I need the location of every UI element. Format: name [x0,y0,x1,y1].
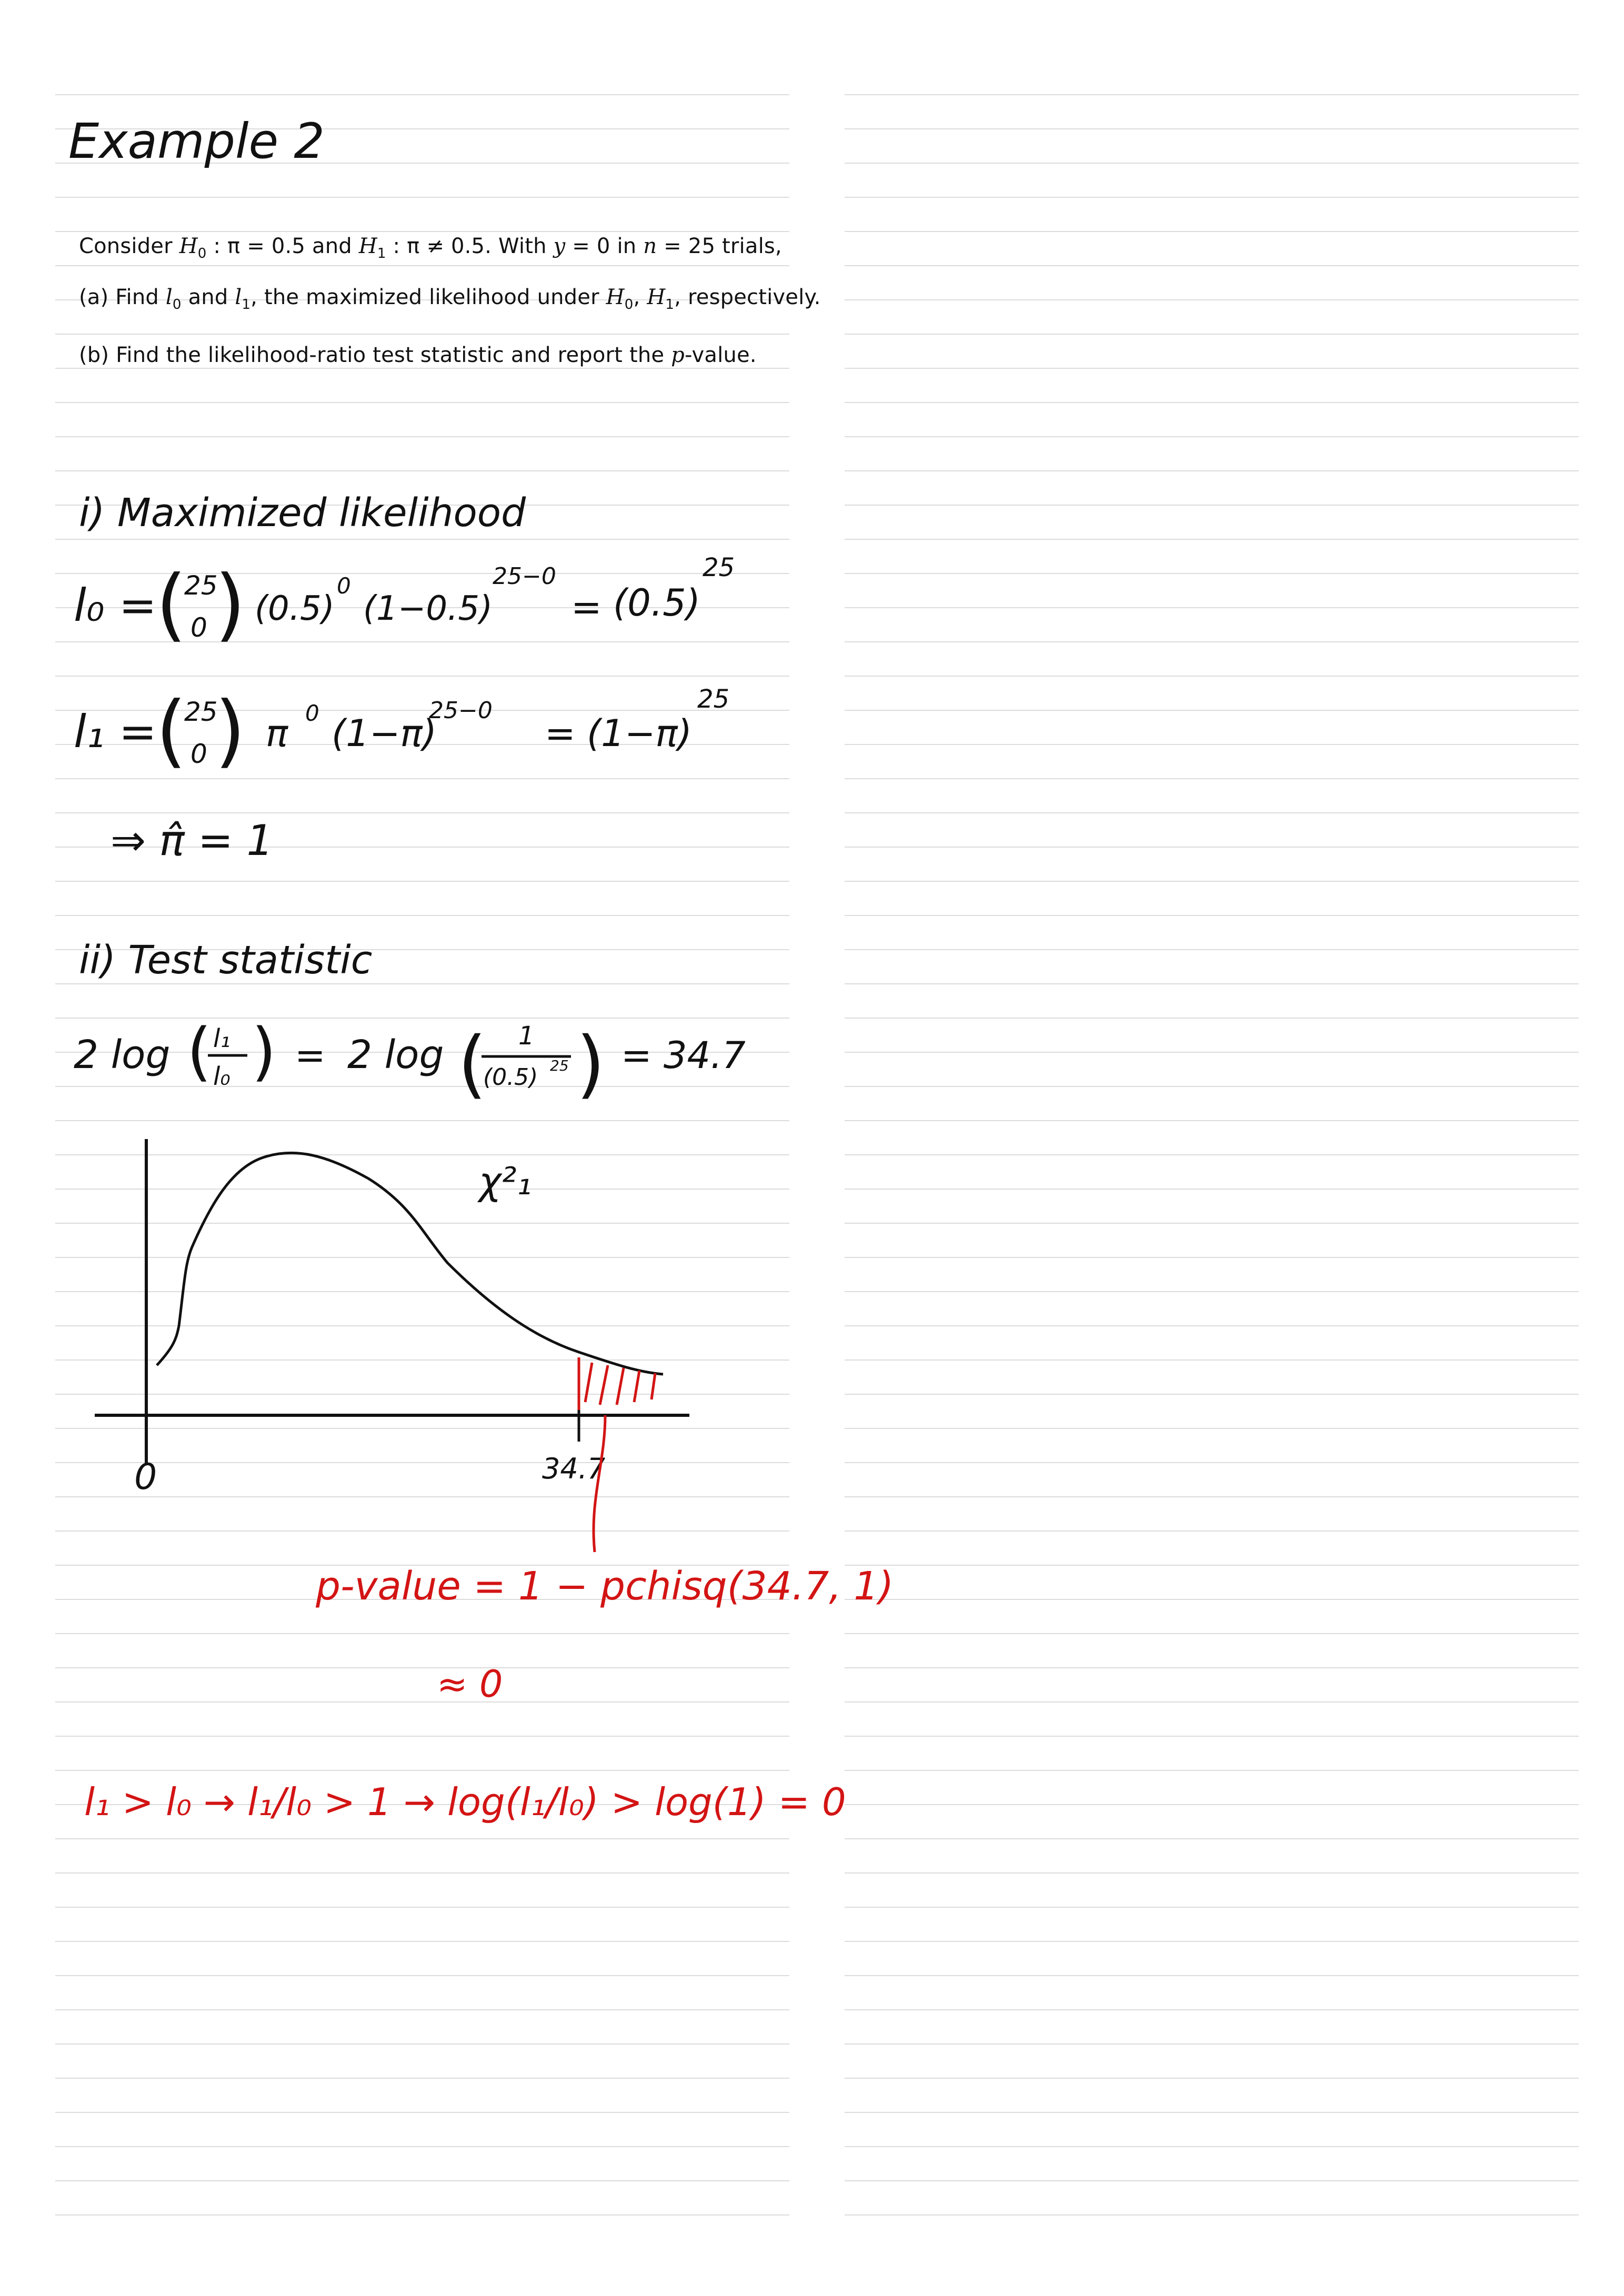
chi-label: χ²₁ [479,1159,532,1203]
pvalue-formula: p-value = 1 − pchisq(34.7, 1) [316,1564,894,1609]
frac-one: 1 [518,1021,535,1051]
stat-lhs: 2 log [74,1032,171,1077]
binom-left-paren-2: ( [156,685,187,777]
l0-term2: (1−0.5) [363,589,493,628]
l0-exp1: 0 [337,573,351,599]
l1-term2: (1−π) [332,712,437,755]
stat-lhs-lparen: ( [187,1015,212,1089]
binom-top-2: 25 [184,697,218,727]
section1-title: i) Maximized likelihood [79,490,526,536]
l0-label: l₀ = [74,579,157,632]
problem-part-a: (a) Find $l_0$ and $l_1$, the maximized likelihood under $H_0$, $H_1$, respectively. [79,285,821,313]
problem-part-b: (b) Find the likelihood-ratio test statistic and report the p-value. [79,343,757,367]
problem-intro: Consider $H_0$ : π = 0.5 and $H_1$ : π ≠ 0.5. With y = 0 in n = 25 trials, [79,234,782,261]
l0-result: (0.5) [613,581,700,625]
stat-mid-rparen: ) [576,1021,605,1107]
binom-top: 25 [184,570,218,601]
pi-hat: ⇒ π̂ = 1 [111,816,274,865]
stat-lhs-rparen: ) [252,1015,276,1089]
section2-title: ii) Test statistic [79,938,373,983]
l0-result-exp: 25 [703,553,735,582]
l1-label: l₁ = [74,706,157,758]
binom-bottom: 0 [191,612,207,643]
stat-mid: 2 log [347,1032,444,1077]
stat-equals-1: = [295,1034,326,1077]
binom-bottom-2: 0 [191,739,207,769]
l1-term1: π [266,712,288,755]
l1-exp2: 25−0 [429,697,493,724]
frac-l0: l₀ [213,1062,230,1091]
axis-mark: 34.7 [542,1452,606,1485]
heading: Example 2 [68,113,325,169]
pvalue-approx: ≈ 0 [437,1663,503,1706]
l0-equals: = [571,586,602,629]
l1-result-exp: 25 [697,684,730,714]
axis-zero: 0 [134,1456,157,1498]
stat-mid-lparen: ( [458,1021,487,1107]
l1-result: (1−π) [587,712,692,755]
frac-den: (0.5) [483,1064,538,1091]
stat-result: = 34.7 [621,1034,746,1077]
l1-exp1: 0 [305,700,319,726]
reasoning-line: l₁ > l₀ → l₁/l₀ > 1 → log(l₁/l₀) > log(1) = 0 [84,1780,846,1824]
l0-exp2: 25−0 [493,563,556,590]
l1-equals: = [545,712,576,755]
chi-square-curve [157,1153,663,1374]
binom-right-paren-2: ) [215,685,246,777]
frac-den-exp: 25 [550,1057,569,1074]
binom-right-paren: ) [215,559,246,650]
l0-term1: (0.5) [255,589,335,628]
frac-l1: l₁ [213,1024,230,1053]
binom-left-paren: ( [156,559,187,650]
